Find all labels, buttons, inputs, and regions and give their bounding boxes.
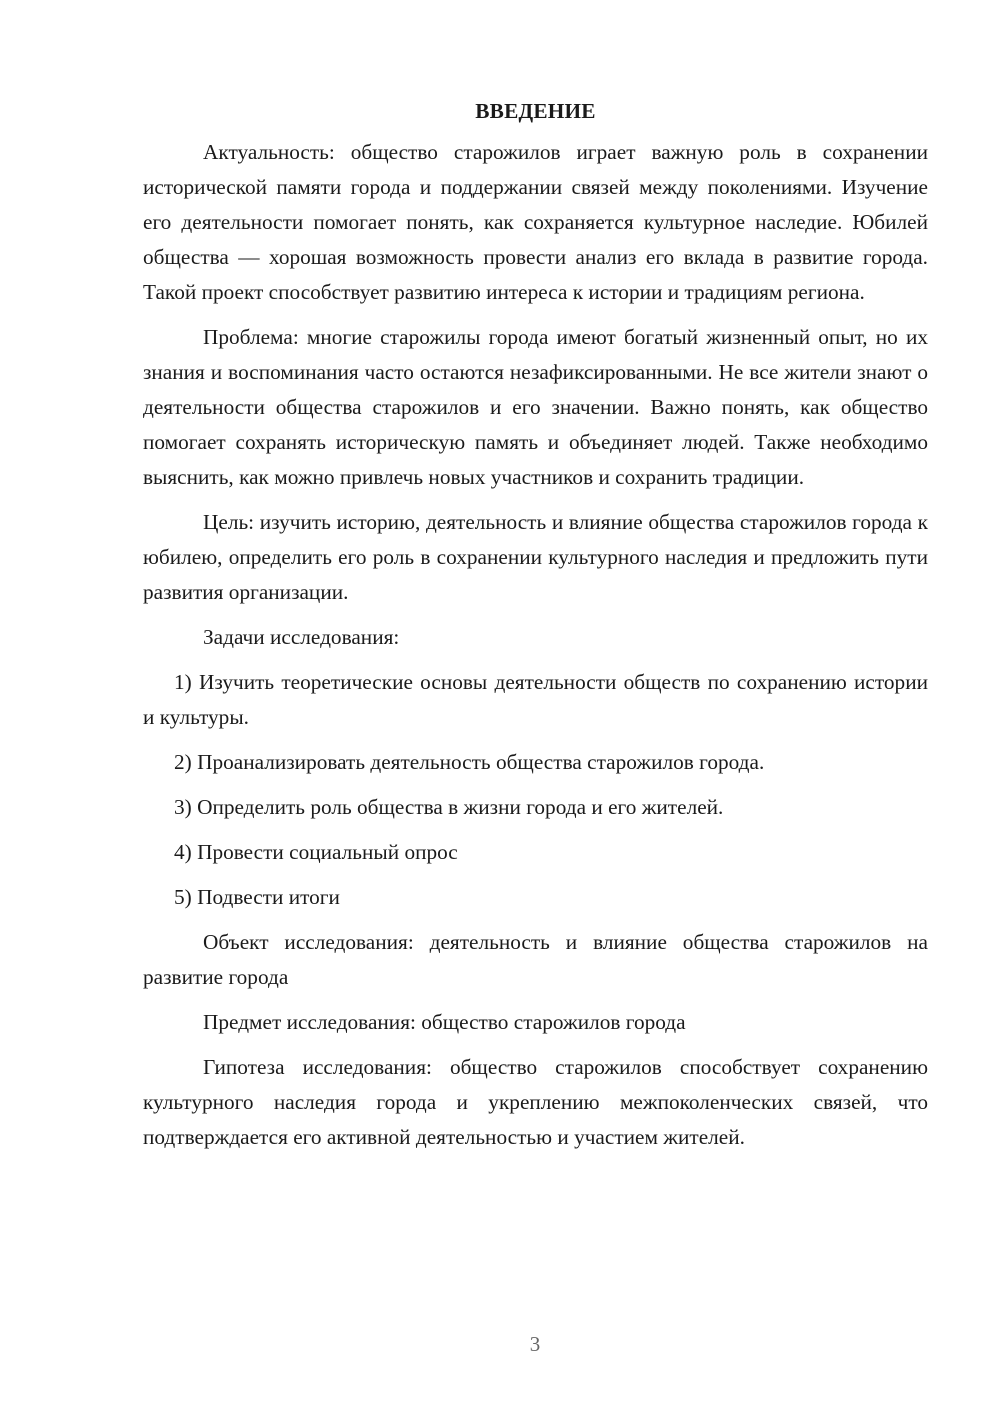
task-item-2: 2) Проанализировать деятельность общества старожилов города. xyxy=(174,750,765,774)
problem-paragraph: Проблема: многие старожилы города имеют богатый жизненный опыт, но их знания и воспоминания часто остаются незафиксированными. Не все жители знают о деятельности общества старожилов и его значении. Важно понять, как общество помогает сохранять историческую память и объединяет людей. Также необходимо выяснить, как можно привлечь новых участников и сохранить традиции. xyxy=(143,325,928,489)
task-item-1: 1) Изучить теоретические основы деятельности обществ по сохранению истории и культуры. xyxy=(143,670,928,729)
subject-paragraph: Предмет исследования: общество старожилов города xyxy=(203,1010,686,1034)
relevance-paragraph: Актуальность: общество старожилов играет важную роль в сохранении исторической памяти города и поддержании связей между поколениями. Изучение его деятельности помогает понять, как сохраняется культурное наследие. Юбилей общества — хорошая возможность провести анализ его вклада в развитие города. Такой проект способствует развитию интереса к истории и традициям региона. xyxy=(143,140,928,304)
goal-paragraph: Цель: изучить историю, деятельность и влияние общества старожилов города к юбилею, определить его роль в сохранении культурного наследия и предложить пути развития организации. xyxy=(143,510,928,604)
page-number: 3 xyxy=(529,1332,541,1356)
hypothesis-paragraph: Гипотеза исследования: общество старожилов способствует сохранению культурного наследия города и укреплению межпоколенческих связей, что подтверждается его активной деятельностью и участием жителей. xyxy=(143,1055,928,1149)
object-paragraph: Объект исследования: деятельность и влияние общества старожилов на развитие города xyxy=(143,930,928,989)
tasks-title: Задачи исследования: xyxy=(203,625,400,649)
task-item-4: 4) Провести социальный опрос xyxy=(174,840,458,864)
document-page xyxy=(143,94,928,1165)
section-heading: ВВЕДЕНИЕ xyxy=(475,99,596,123)
task-item-3: 3) Определить роль общества в жизни города и его жителей. xyxy=(174,795,724,819)
task-item-5: 5) Подвести итоги xyxy=(174,885,340,909)
